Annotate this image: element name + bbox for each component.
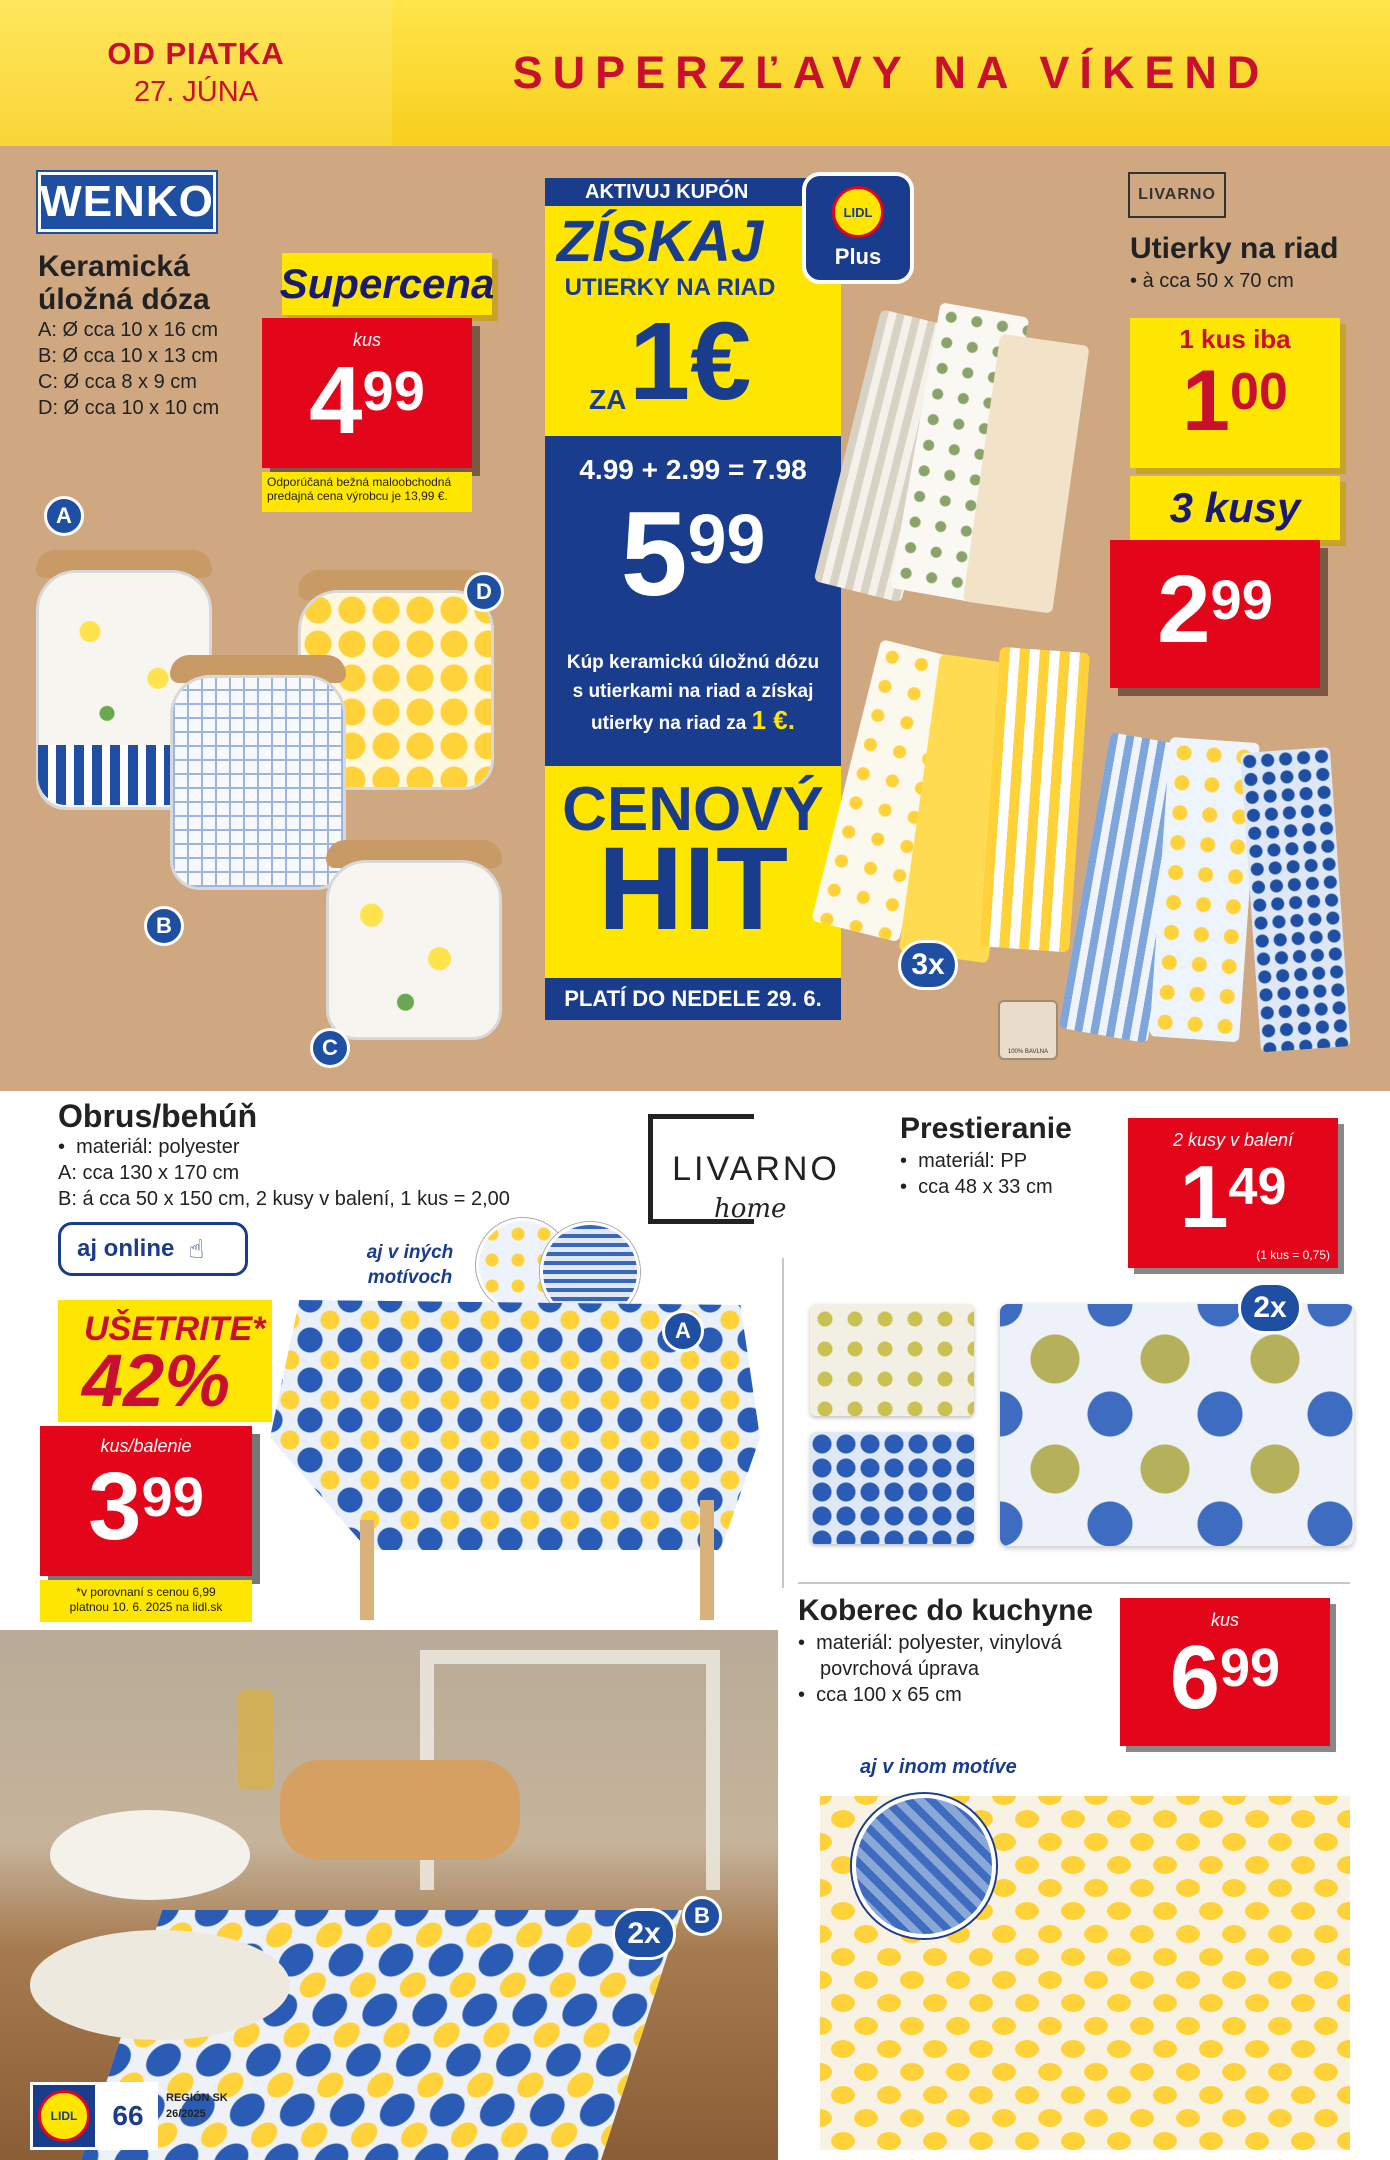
rug-price-unit: kus [1210,1610,1239,1630]
tablecloth-spec-a: A: cca 130 x 170 cm [58,1162,240,1184]
rug-price-cents: 99 [1219,1638,1281,1698]
towels-three-main: 2 [1157,556,1211,663]
coupon-desc [545,648,841,738]
cotton-icon [998,1000,1058,1060]
jar-rrp-note: Odporúčaná bežná maloobchodná predajná cena výrobcu je 13,99 €. [262,472,472,512]
table-runner-photo [0,1630,778,2160]
coupon-desc-line3: utierky na riad za [591,713,747,734]
lidl-plus-logo[interactable] [802,172,914,284]
tablecloth-price-cents: 99 [141,1465,204,1528]
coupon-combo-price [545,487,841,621]
footer-region-label: REGIÓN SK [166,2092,228,2104]
wenko-logo: WENKO [38,172,216,232]
coupon-activate: AKTIVUJ KUPÓN [545,178,841,206]
towels-single-price [1130,318,1340,468]
tablecloth-price [40,1453,252,1560]
tablecloth-note-line2: platnou 10. 6. 2025 na lidl.sk [69,1600,223,1614]
tablecloth-motifs-line2: motívoch [367,1267,453,1288]
livarno-home-logo [648,1114,862,1224]
towels-three-label: 3 kusy [1130,476,1340,540]
coupon-price: 1€ [629,300,752,423]
online-button[interactable] [58,1222,248,1276]
placemat-image-large [1000,1304,1354,1546]
rug-price-box [1120,1598,1330,1746]
towels-count-badge: 3x [898,940,958,990]
cotton-label: 100% BAVLNA [1007,1049,1049,1055]
placemat-price-box [1128,1118,1338,1268]
jar-spec-b: B: Ø cca 10 x 13 cm [38,345,219,367]
tablecloth-motifs-line1: aj v iných [366,1242,454,1263]
cursor-click-icon: ☝ [188,1233,205,1264]
lidl-plus-logo-mark: LIDL [832,186,884,238]
lidl-logo-text: LIDL [38,2090,90,2142]
coupon-desc-line2: s utierkami na riad a získaj [572,681,814,702]
placemat-spec-material: materiál: PP [918,1150,1028,1172]
rug-motif-label: aj v inom motíve [860,1756,1017,1778]
lidl-logo [30,2082,98,2150]
placemat-specs: • materiál: PP • cca 48 x 33 cm [900,1150,1053,1198]
jar-title [38,250,278,316]
jar-product-image [30,530,530,1070]
runner-label-b: B [682,1896,722,1936]
rug-spec-material: materiál: polyester, vinylová [816,1632,1062,1654]
jar-label-c: C [310,1028,350,1068]
placemat-price [1128,1147,1338,1246]
placemat-image-blue [810,1432,974,1544]
footer-week: 26/2025 [166,2108,206,2120]
tablecloth-specs: • materiál: polyester A: cca 130 x 170 cm B: á cca 50 x 150 cm, 2 kusy v balení, 1 kus = 2,00 [58,1134,618,1212]
jar-spec-c: C: Ø cca 8 x 9 cm [38,371,197,393]
tablecloth-spec-b: B: á cca 50 x 150 cm, 2 kusy v balení, 1 kus = 2,00 [58,1188,510,1210]
jar-spec-a: A: Ø cca 10 x 16 cm [38,319,219,341]
coupon-desc-price: 1 €. [751,705,795,735]
coupon-item: UTIERKY NA RIAD [564,274,776,301]
rug-price-main: 6 [1169,1628,1220,1728]
towels-spec-text: à cca 50 x 70 cm [1142,270,1294,292]
jar-label-b: B [144,906,184,946]
towels-single-label: 1 kus iba [1179,324,1291,354]
towels-spec: • à cca 50 x 70 cm [1130,270,1294,292]
rug-specs: • materiál: polyester, vinylová povrchová úprava • cca 100 x 65 cm [798,1630,1118,1708]
jar-specs [38,317,298,421]
date-badge [0,0,392,146]
jar-spec-d: D: Ø cca 10 x 10 cm [38,397,220,419]
jar-title-line1: Keramická [38,250,190,283]
tablecloth-spec-material: materiál: polyester [76,1136,240,1158]
towels-single-amount [1130,353,1340,449]
towels-image-bottom [860,640,1370,1060]
supercena-tag: Supercena [282,253,492,315]
coupon-desc-line1: Kúp keramickú úložnú dózu [566,652,820,673]
coupon-valid: PLATÍ DO NEDELE 29. 6. [545,978,841,1020]
placemat-price-cents: 49 [1228,1158,1287,1216]
coupon-combo-main: 5 [620,487,688,621]
tablecloth-price-main: 3 [88,1453,142,1560]
livarno-home-line2: home [714,1194,787,1224]
tablecloth-motifs [350,1240,470,1290]
savings-badge [58,1300,272,1422]
coupon-combo-cents: 99 [687,500,766,578]
jar-label-d: D [464,572,504,612]
price-hit-line1: CENOVÝ [562,775,824,844]
jar-price-unit: kus [352,330,381,350]
coupon-panel[interactable] [545,178,841,1020]
online-button-label: aj online [77,1235,175,1262]
towels-title: Utierky na riad [1130,232,1339,265]
placemat-title: Prestieranie [900,1112,1072,1145]
jar-price-box [262,318,472,468]
savings-label: UŠETRITE* [84,1310,266,1348]
placemat-count-badge: 2x [1238,1282,1302,1334]
placemat-spec-size: cca 48 x 33 cm [918,1176,1053,1198]
jar-title-line2: úložná dóza [38,283,210,316]
rug-motif-swatch [852,1794,996,1938]
livarno-logo-small: LIVARNO [1128,172,1226,218]
tablecloth-title: Obrus/behúň [58,1098,258,1134]
towels-three-cents: 99 [1210,568,1273,631]
divider-horizontal [798,1582,1350,1584]
tablecloth-note-line1: *v porovnaní s cenou 6,99 [76,1585,216,1599]
coupon-calc: 4.99 + 2.99 = 7.98 [579,454,807,485]
date-line1: OD PIATKA [107,36,285,71]
lidl-plus-label: Plus [834,244,882,269]
rug-title: Koberec do kuchyne [798,1594,1094,1627]
tablecloth-note [40,1580,252,1622]
divider-vertical [782,1258,784,1588]
jar-price [262,347,472,454]
page-number: 66 [98,2082,158,2150]
coupon-za: ZA [589,384,627,415]
jar-price-main: 4 [309,347,363,454]
placemat-pack: 2 kusy v balení [1172,1130,1294,1150]
towels-single-cents: 00 [1230,363,1288,421]
placemat-per-unit: (1 kus = 0,75) [1256,1248,1330,1262]
jar-price-cents: 99 [362,359,425,422]
coupon-get: ZÍSKAJ [556,209,764,274]
livarno-home-line1: LIVARNO [656,1150,856,1189]
rug-spec-finish: povrchová úprava [820,1658,979,1680]
footer-region [166,2090,228,2122]
price-hit-line2: HIT [597,823,789,955]
coupon-combo-band [545,436,841,766]
jar-label-a: A [44,496,84,536]
tablecloth-label-a: A [662,1310,704,1352]
runner-count-badge: 2x [612,1908,676,1960]
placemat-price-main: 1 [1179,1147,1229,1246]
date-line2: 27. JÚNA [133,76,259,108]
placemat-image-lemon [810,1304,974,1416]
tablecloth-price-box [40,1426,252,1576]
page-title: SUPERZĽAVY NA VÍKEND [512,47,1270,98]
rug-spec-size: cca 100 x 65 cm [816,1684,962,1706]
rug-price [1120,1628,1330,1728]
towels-image-top [860,300,1100,630]
savings-percent: 42% [82,1339,231,1422]
tablecloth-price-unit: kus/balenie [100,1436,192,1456]
towels-single-main: 1 [1182,353,1230,449]
